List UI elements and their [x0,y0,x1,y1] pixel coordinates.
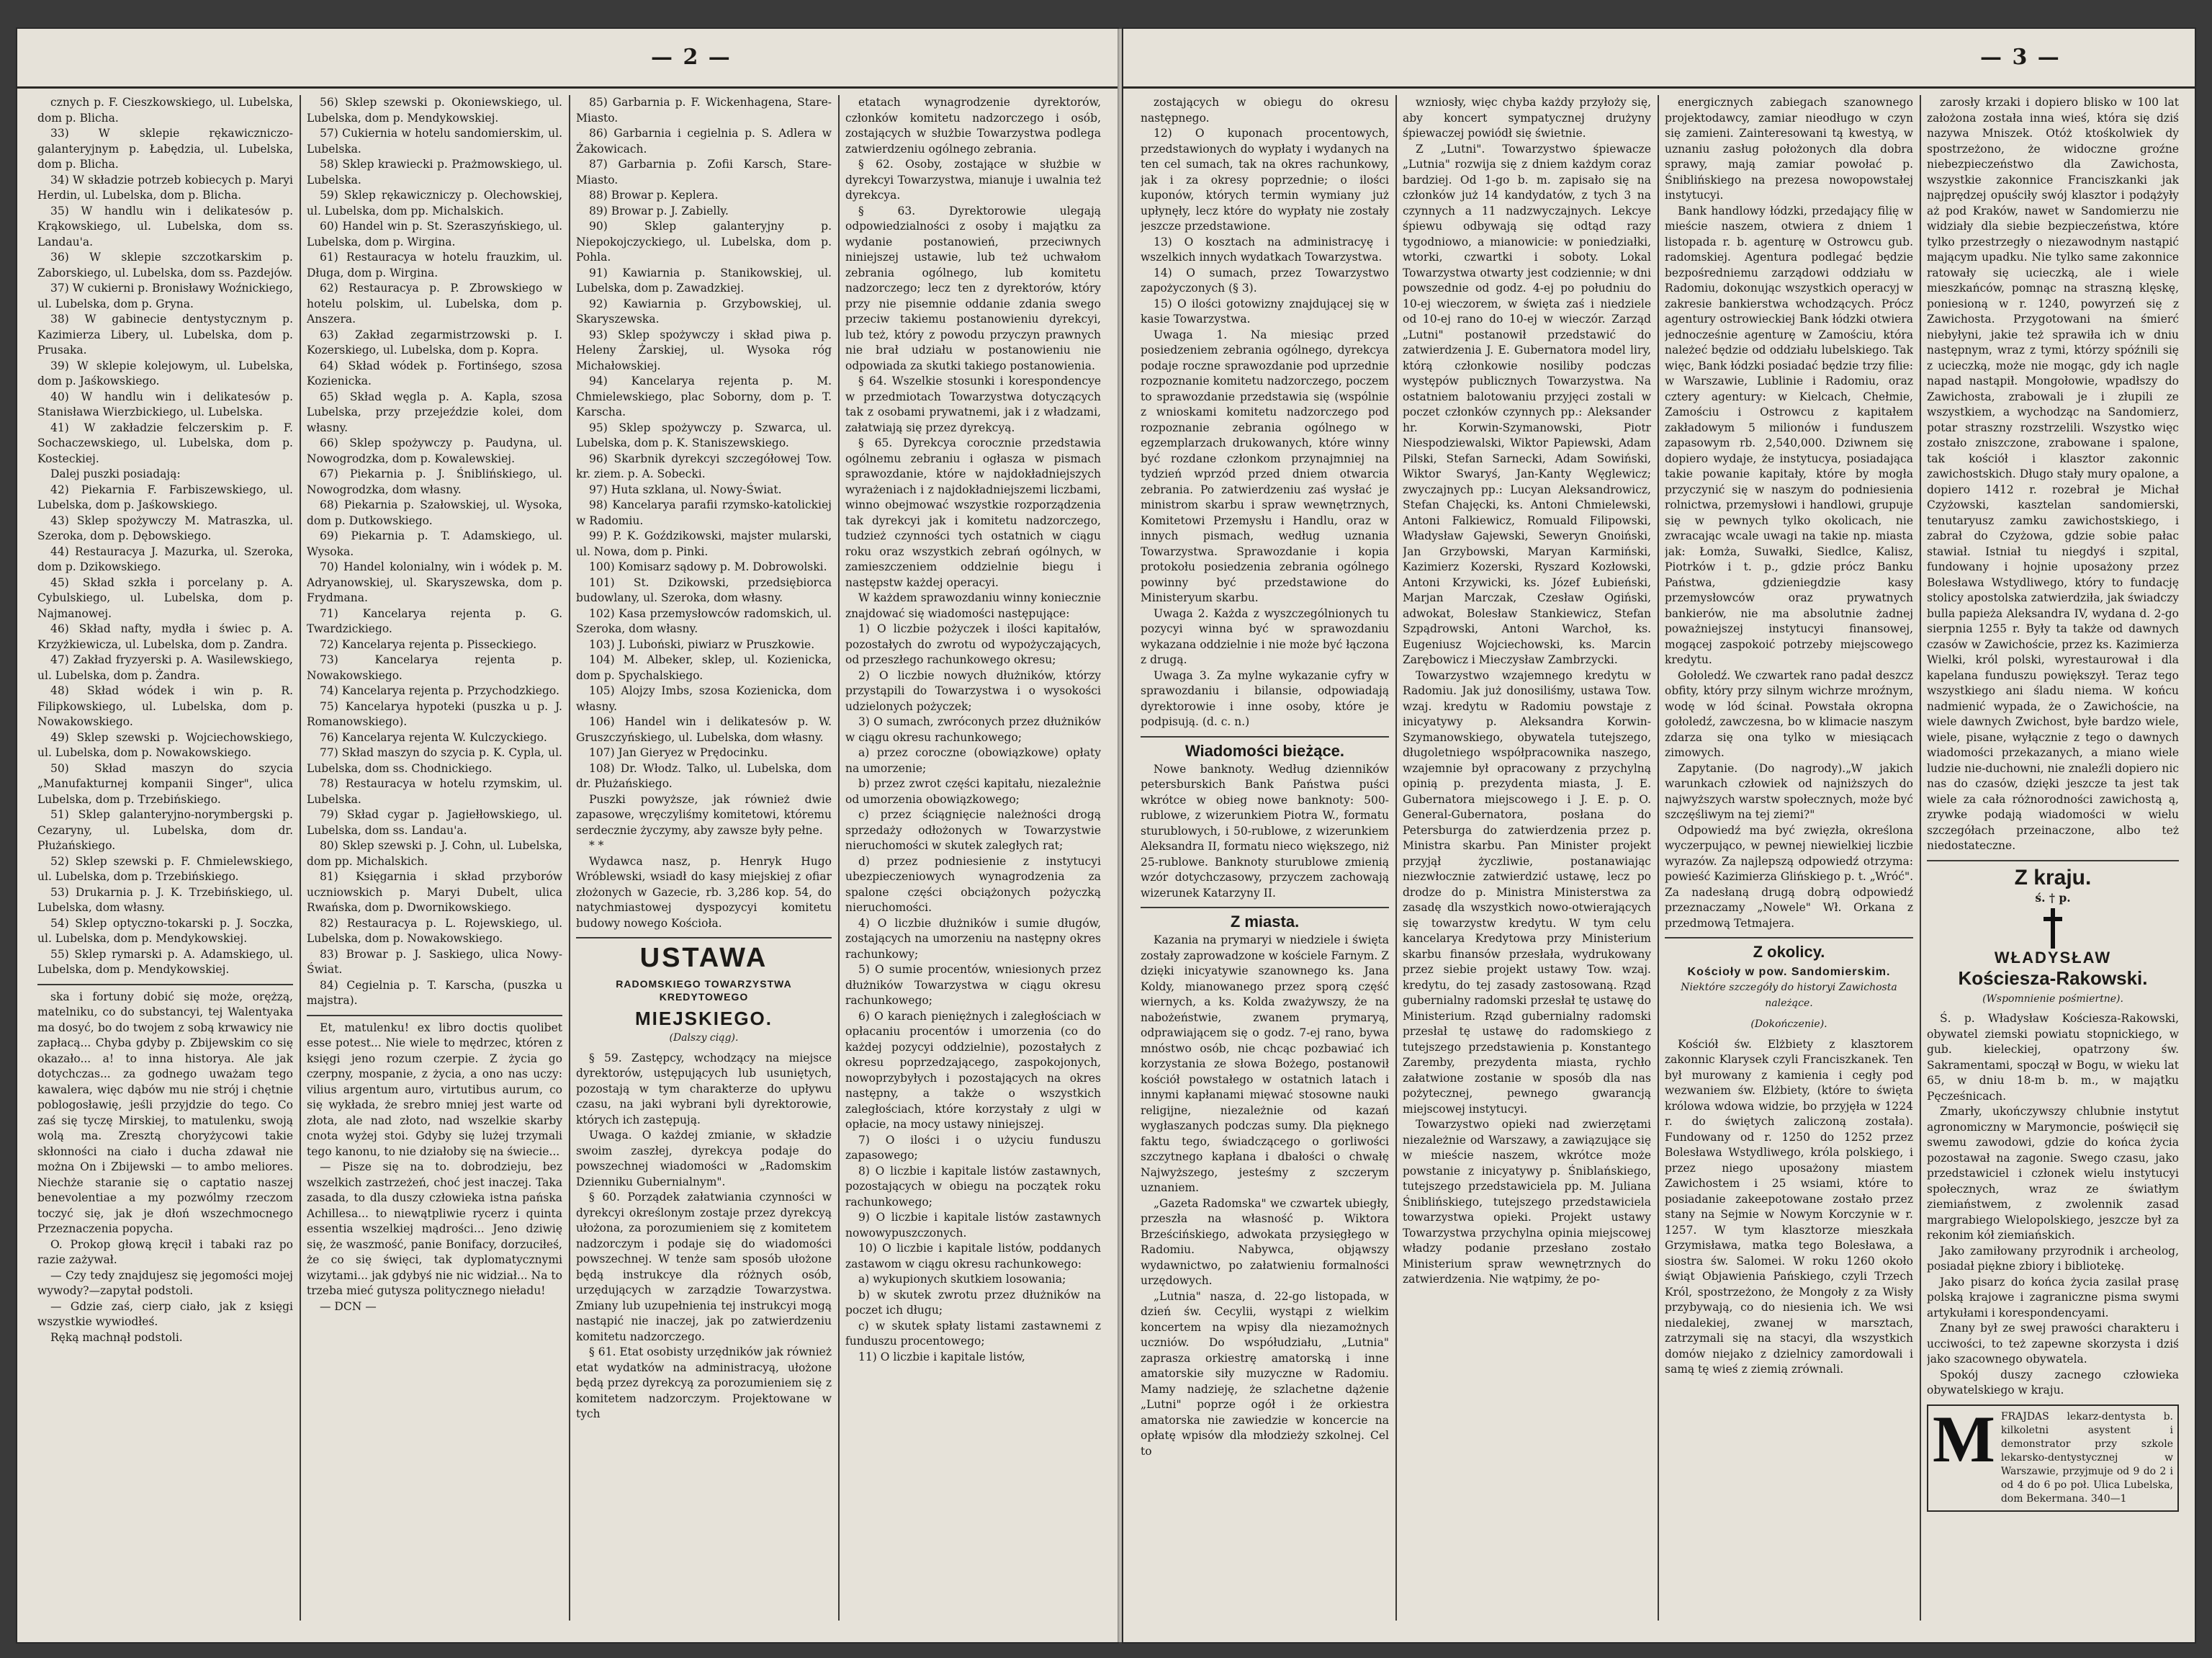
list-entry: 95) Sklep spożywczy p. Szwarca, ul. Lubelska, dom p. K. Staniszewskiego. [576,421,832,449]
list-entry: 98) Kancelarya parafii rzymsko-katolickiej w Radomiu. [576,498,832,527]
list-entry: 51) Sklep galanteryjno-norymbergski p. Cezaryny, ul. Lubelska, dom dr. Płużańskiego. [37,808,293,852]
header-rule [1123,86,2195,89]
list-entry: * * [589,839,604,852]
left-col-2 [307,95,562,1625]
region-body [1665,1037,1913,1378]
list-entry: 66) Sklep spożywczy p. Paudyna, ul. Nowogrodzka, dom p. Kowalewskiej. [307,436,562,465]
news-paragraph: Nowe banknoty. Według dzienników petersburskich Bank Państwa puści wkrótce w obieg nowe banknoty: 500-rublowe, z wizerunkiem Piotra W., formatu sturublowych, i 50-rublowe, z wizerunkiem Aleksandra II, formatu nieco większego, niż 25-rublowe. Banknoty sturublowe zmienią wzór dotychczasowy, przyczem zachowają wizerunek Katarzyny II. [1141,762,1389,900]
obituary-paragraph: Zmarły, ukończywszy chlubnie instytut agronomiczny w Marymoncie, poświęcił się swemu zawodowi, gdzie do końca życia pozostawał na zagonie. Swego czasu, jako przedstawiciel i członek wielu instytucyi społecznych, wraz ze światłym ziemiaństwem, z zwolennik zasad margrabiego Wielopolskiego, jeszcze był za rekonim kół ziemiańskich. [1927,1105,2179,1242]
list-entry: 107) Jan Gieryez w Prędocinku. [589,746,768,759]
story-paragraph: O. Prokop głową kręcił i tabaki raz po razie zażywał. [37,1237,293,1266]
statute-paragraph: 2) O liczbie nowych dłużników, którzy przystąpili do Towarzystwa i o wysokości udzielonych pożyczek; [845,668,1101,713]
list-entry: 77) Skład maszyn do szycia p. K. Cypla, ul. Lubelska, dom ss. Chodnickiego. [307,746,562,775]
dentist-advertisement [1927,1404,2179,1512]
left-col-1 [37,95,293,1625]
list-entry: Dalej puszki posiadają: [50,467,181,480]
obituary-body [1927,1011,2179,1399]
news-paragraph: Odpowiedź ma być zwięzła, określona wyczerpująco, w pewnej niewielkiej liczbie wyrazów. Za najlepszą odpowiedź otrzyma: powieść Kazimierza Glińskiego p. t. „Wróć". Za nadesłaną drugą dobrą odpowiedź przeznaczamy „Nowele" Wł. Orkana z przedmową Tetmajera. [1665,823,1913,930]
list-entry: 71) Kancelarya rejenta p. G. Twardzickiego. [307,606,562,635]
statute-paragraph: etatach wynagrodzenie dyrektorów, członków komitetu nadzorczego i osób, zostających w służbie Towarzystwa podlega zatwierdzeniu ogólnego zebrania. [845,96,1101,156]
story-paragraph: ska i fortuny dobić się może, orężzą, matelniku, co do substancyi, tej Walentyaka ma dosyć, bo do twojem z sobą krwawicy nie zapłacą... Chyba gdyby p. Zbijewskim co się okazało... a! to inna historya. Ale jak dotychczas... za godnego uważam tego kawalera, więc dąbów mu nie strój i chętnie poblogosławię, jeśli przyjdzie do tego. Co zaś się tyczę Mirskiej, to matulenku, swoją wolą ma. Zresztą choryżycowi takie skłonności na ciało i ducha zdawał nie można On i Zbijewski — to ambo meliores. Niechże staranie się o captatio naszej benevolentiae a my pozwólmy rzeczom toczyć się, jak je dłoń wszechmocnego Przeznaczenia popycha. [37,990,293,1235]
statute-paragraph: 6) O karach pieniężnych i zaległościach w opłacaniu procentów i umorzenia (co do każdej pozycyi oddzielnie), pozostałych z okresu poprzedzającego, zaspokojonych, nowoprzybyłych i pozostających na okres następny, a także o wszystkich zaległościach, które korzystały z ulgi w opłacie, na mocy ustawy niniejszej. [845,1009,1101,1131]
list-entry: Puszki powyższe, jak również dwie zapasowe, wręczyliśmy komitetowi, któremu serdecznie życzymy, aby zawsze były pełne. [576,792,832,837]
list-entry: 105) Alojzy Imbs, szosa Kozienicka, dom własny. [576,684,832,713]
statute-paragraph: 12) O kuponach procentowych, przedstawionych do wypłaty i wydanych na ten cel sumach, tak na okres rachunkowy, jak i za okresy poprzednie; o ilości kuponów, których termin wymiany już upłynęły, lecz które do wypłaty nie zostały jeszcze przedstawione. [1141,127,1389,233]
list-entry: 43) Sklep spożywczy M. Matraszka, ul. Szeroka, dom p. Dębowskiego. [37,514,293,542]
list-entry: 90) Sklep galanteryjny p. Niepokojczyckiego, ul. Lubelska, dom p. Pohla. [576,220,832,264]
list-entry: 108) Dr. Włodz. Talko, ul. Lubelska, dom dr. Płużańskiego. [576,761,832,790]
statute-paragraph: b) przez zwrot części kapitału, niezależnie od umorzenia obowiązkowego; [845,777,1101,806]
ustawa-subtitle-2: MIEJSKIEGO. [634,1008,773,1029]
list-entry: 89) Browar p. J. Zabielly. [589,204,729,218]
section-divider [1665,937,1913,938]
statute-paragraph: a) przez coroczne (obowiązkowe) opłaty na umorzenie; [845,746,1101,775]
statute-paragraph: W każdem sprawozdaniu winny koniecznie znajdować się wiadomości następujące: [845,591,1101,620]
right-col-4 [1927,95,2179,1625]
list-entry: 63) Zakład zegarmistrzowski p. I. Kozerskiego, ul. Lubelska, dom p. Kopra. [307,328,562,357]
list-entry: 40) W handlu win i delikatesów p. Stanisława Wierzbickiego, ul. Lubelska. [37,390,293,418]
section-divider [1141,736,1389,738]
statute-paragraph: Uwaga 1. Na miesiąc przed posiedzeniem zebrania ogólnego, dyrekcya podaje roczne sprawozdanie pod uprzednie rozpoznanie komitetu nadzorczego, poczem to sprawozdanie przedstawia się (wspólnie z wnioskami komitetu nadzorczego pod rozpoznanie zebrania ogólnego w egzemplarzach drukowanych, które winny być rozdane członkom przynajmniej na tydzień wprzód przed dniem otwarcia zebrania. Po zatwierdzeniu zaś wysłać je ministrom skarbu i spraw wewnętrznych, Komitetowi Przemysłu i Handlu, oraz w innych pismach, według uznania Towarzystwa. Sprawozdanie i kopia protokołu posiedzenia zebrania ogólnego powinny być przedstawione do Ministeryum skarbu. [1141,328,1389,604]
section-divider [576,937,832,938]
obituary-heading: Z kraju. [2014,865,2092,890]
column-divider [1658,95,1659,1621]
ustawa-end [1141,95,1389,730]
statute-paragraph: b) w skutek zwrotu przez dłużników na poczet ich długu; [845,1288,1101,1317]
statute-paragraph: d) przez podniesienie z instytucyi ubezpieczeniowych wynagrodzenia za spalone części obciążonych pożyczką nieruchomości. [845,854,1101,914]
list-entry: 91) Kawiarnia p. Stanikowskiej, ul. Lubelska, dom p. Zawadzkiej. [576,266,832,295]
statute-paragraph: 15) O ilości gotowizny znajdującej się w kasie Towarzystwa. [1141,297,1389,326]
list-entry: 78) Restauracya w hotelu rzymskim, ul. Lubelska. [307,777,562,806]
header-rule [17,86,1118,89]
statute-paragraph: 4) O liczbie dłużników i sumie długów, zostających na umorzeniu na następny okres rachunkowy; [845,916,1101,961]
left-page-number: — 2 — [651,45,732,70]
statute-paragraph: Uwaga. O każdej zmianie, w składzie swoim zaszłej, dyrekcya podaje do powszechnej wiadomości w „Radomskim Dzienniku Gubernialnym". [576,1129,832,1188]
statute-paragraph: 10) O liczbie i kapitale listów, poddanych zastawom w ciągu okresu rachunkowego: [845,1242,1101,1271]
list-entry: Wydawca nasz, p. Henryk Hugo Wróblewski, wsiadł do kasy miejskiej z ofiar złożonych w Gazecie, rb. 3,286 kop. 54, do natychmiastowej dyspozycyi komitetu budowy nowego Kościoła. [576,854,832,930]
obituary-sp: ś. † p. [2035,890,2071,905]
section-divider [1927,860,2179,861]
statute-paragraph: Uwaga 2. Każda z wyszczególnionych tu pozycyi winna być w sprawozdaniu wykazana oddzielnie i nie może być łączona z drugą. [1141,606,1389,666]
news-paragraph: Zapytanie. (Do nagrody).„W jakich warunkach człowiek od najniższych do najwyższych warstw społecznych, może być szczęśliwym na tej ziemi?" [1665,761,1913,821]
list-entry: 88) Browar p. Keplera. [589,189,719,202]
statute-paragraph: § 63. Dyrektorowie ulegają odpowiedzialności z osoby i majątku za wydanie postanowień, przeciwnych niniejszej ustawie, lub też uchwałom zebrania ogólnego, lub komitetu nadzorczego; lecz ten z dyrektorów, który przy nie pisemnie oddanie zdania swego przeciw takiemu postanowieniu dyrekcyi, lub też, który z powodu przyczyn prawnych nie brał udziału w postanowieniu nie odpowiada za skutki takiego postanowienia. [845,204,1101,372]
city-body-continued [1403,95,1651,1288]
statute-paragraph: c) przez ściągnięcie należności drogą sprzedaży odłożonych w Towarzystwie nieruchomości w skutek zaległych rat; [845,808,1101,852]
collection-box-list-2 [307,95,562,1009]
list-entry: 79) Skład cygar p. Jagiełłowskiego, ul. Lubelska, dom ss. Landau'a. [307,808,562,837]
obituary-paragraph: Jako zamiłowany przyrodnik i archeolog, posiadał piękne zbiory i bibliotekę. [1927,1244,2179,1273]
list-entry: 47) Zakład fryzyerski p. A. Wasilewskiego, ul. Lubelska, dom p. Żandra. [37,653,293,682]
region-subheading: Kościoły w pow. Sandomierskim. [1687,966,1891,978]
statute-paragraph: c) w skutek spłaty listami zastawnemi z funduszu procentowego; [845,1319,1101,1348]
list-entry: 81) Księgarnia i skład przyborów uczniowskich p. Maryi Dubelt, ulica Rwańska, dom p. Dwornikowskiego. [307,870,562,914]
list-entry: 82) Restauracya p. L. Rojewskiego, ul. Lubelska, dom p. Nowakowskiego. [307,916,562,945]
news-paragraph: „Gazeta Radomska" we czwartek ubiegły, przeszła na własność p. Wiktora Brześcińskiego, adwokata przysięgłego w Radomiu. Nabywca, objąwszy wydawnictwo, po załatwieniu formalności urzędowych. [1141,1196,1389,1287]
list-entry: 96) Skarbnik dyrekcyi szczegółowej Tow. kr. ziem. p. A. Sobecki. [576,452,832,480]
city-body [1141,933,1389,1459]
city-body-continued-2 [1665,95,1913,931]
list-entry: 92) Kawiarnia p. Grzybowskiej, ul. Skaryszewska. [576,297,832,326]
left-col-3 [576,95,832,1625]
list-entry: 50) Skład maszyn do szycia „Manufakturnej kompanii Singer", ulica Lubelska, dom p. Trzebińskiego. [37,761,293,806]
list-entry: 104) M. Albeker, sklep, ul. Kozienicka, dom p. Spychalskiego. [576,653,832,682]
list-entry: 73) Kancelarya rejenta p. Nowakowskiego. [307,653,562,682]
list-entry: 39) W sklepie kolejowym, ul. Lubelska, dom p. Jaśkowskiego. [37,359,293,387]
list-entry: 45) Skład szkła i porcelany p. A. Cybulskiego, ul. Lubelska, dom p. Najmanowej. [37,575,293,620]
list-entry: 74) Kancelarya rejenta p. Przychodzkiego. [320,684,559,697]
right-page-number: — 3 — [1980,45,2061,70]
serial-story-1 [37,990,293,1346]
list-entry: 103) J. Luboński, piwiarz w Pruszkowie. [589,637,815,651]
list-entry: 68) Piekarnia p. Szałowskiej, ul. Wysoka, dom p. Dutkowskiego. [307,498,562,527]
right-col-1 [1141,95,1389,1625]
list-entry: 100) Komisarz sądowy p. M. Dobrowolski. [589,560,827,573]
list-entry: 97) Huta szklana, ul. Nowy-Świat. [589,483,782,496]
ad-text: FRAJDAS lekarz-dentysta b. kilkoletni asystent i demonstrator przy szkole lekarsko-dentystycznej w Warszawie, przyjmuje od 9 do 2 i od 4 do 6 po poł. Ulica Lubelska, dom Bekermana. 340—1 [2000,1410,2173,1505]
story-paragraph: Et, matulenku! ex libro doctis quolibet esse potest... Nie wiele to mędrzec, któren z księgi jeno rozum czerpie. Z życia go czerpny, mospanie, z życia, a ono nas uczy: vilius argentum auro, virtutibus aurum, co się wykłada, że srebro mniej jest warte od złota, ale nad złoto, nad wszelkie skarby cnota wyżej stoi. Gdyby się lużej trzymali tego kanonu, to nie działoby się na świecie... [307,1021,562,1158]
list-entry: 62) Restauracya p. P. Zbrowskiego w hotelu polskim, ul. Lubelska, dom p. Anszera. [307,282,562,326]
statute-paragraph: a) wykupionych skutkiem losowania; [858,1273,1066,1286]
list-entry: 48) Skład wódek i win p. R. Filipkowskiego, ul. Lubelska, dom p. Nowakowskiego. [37,684,293,728]
news-body [1141,762,1389,902]
story-paragraph: — Pisze się na to. dobrodzieju, bez wszelkich zastrzeżeń, choć jest inaczej. Taka zasada, to dla duszy człowieka istna pańska Achillesa... to niewątpliwie rycerz i quinta essentia wszelkiej mądrości... Jeno dziwię się, że waszmość, panie Bonifacy, dorzuciłeś, że co się święci, tak dyplomatycznymi wizytami... jak gdybyś nie nic widział... Na to trzeba mieć gutysza politycznego nieładu! [307,1160,562,1297]
ad-initial: M [1933,1402,1995,1476]
statute-paragraph: 14) O sumach, przez Towarzystwo zapożyczonych (§ 3). [1141,266,1389,295]
region-body-continued [1927,95,2179,854]
news-paragraph: „Lutnia" nasza, d. 22-go listopada, w dzień św. Cecylii, wystąpi z wielkim koncertem na wpisy dla niezamożnych uczniów. Do współudziału, „Lutnia" zaprasza orkiestrę amatorską i inne amatorskie siły muzyczne w Radomiu. Mamy nadzieję, że szlachetne dążenie „Lutni" poprze ogół i że orkiestra amatorska nie zawiedzie w koncercie na opłatę wpisów dla młodzieży szkolnej. Cel to [1141,1289,1389,1458]
list-entry: 76) Kancelarya rejenta W. Kulczyckiego. [320,730,547,744]
list-entry: 86) Garbarnia i cegielnia p. S. Adlera w Żakowicach. [576,127,832,156]
news-paragraph: Kazania na prymaryi w niedziele i święta zostały zaprowadzone w kościele Farnym. Z dzięki inicyatywie szanownego ks. Jana Koldy, mianowanego przez sporą część wiernych, a ks. Kolda zważywszy, że na nabożeństwie, zwanem prymaryą, odprawiającem się o godz. 7-ej rano, bywa mnóstwo osób, nie chcąc pozbawiać ich korzystania ze słowa Bożego, postanowił kościół powstałego w ostatnich latach i innymi kapłanami mięwać stosowne nauki religijne, niezależnie od kazań wygłaszanych podczas sumy. Dla pięknego faktu tego, świadczącego o gorliwości szczytnego kapłana i dbałości o chwałę Najwyższego, jesteśmy z szczerym uznaniem. [1141,933,1389,1194]
list-entry: 57) Cukiernia w hotelu sandomierskim, ul. Lubelska. [307,127,562,156]
list-entry: 44) Restauracya J. Mazurka, ul. Szeroka, dom p. Dzikowskiego. [37,545,293,573]
left-page [17,29,1118,1642]
list-entry: 61) Restauracya w hotelu frauzkim, ul. Długa, dom p. Wirgina. [307,251,562,279]
list-entry: 56) Sklep szewski p. Okoniewskiego, ul. Lubelska, dom p. Mendykowskiej. [307,96,562,125]
list-entry: 69) Piekarnia p. T. Adamskiego, ul. Wysoka. [307,529,562,558]
region-heading: Z okolicy. [1753,943,1825,961]
list-entry: 101) St. Dzikowski, przedsiębiorca budowlany, ul. Szeroka, dom własny. [576,575,832,604]
story-paragraph: Ręką machnął podstoli. [50,1330,183,1344]
collection-box-list-1 [37,95,293,978]
story-paragraph: — DCN — [320,1299,377,1313]
list-entry: 37) W cukierni p. Bronisławy Woźnickiego, ul. Lubelska, dom p. Gryna. [37,282,293,310]
list-entry: 55) Sklep rymarski p. A. Adamskiego, ul. Lubelska, dom p. Mendykowskiej. [37,947,293,976]
section-divider [307,1015,562,1016]
statute-paragraph: § 61. Etat osobisty urzędników jak również etat wydatków na administracyą, ułożone będą przez dyrekcyą za porozumieniem się z komitetem nadzorczym. Projektowane w tych [576,1345,832,1420]
list-entry: 94) Kancelarya rejenta p. M. Chmielewskiego, plac Soborny, dom p. T. Karscha. [576,375,832,418]
news-paragraph: energicznych zabiegach szanownego projektodawcy, zamiar nieodługo w czyn się zamieni. Zainteresowani tą kwestyą, w uznaniu zasług położonych dla dobra sprawy, mają zamiar powołać p. Śniblińskiego na prezesa nowopowstałej instytucyi. [1665,96,1913,202]
statute-paragraph: 7) O ilości i o użyciu funduszu zapasowego; [845,1133,1101,1162]
right-page [1123,29,2195,1642]
obituary-subtitle: (Wspomnienie pośmiertne). [1982,992,2123,1005]
list-entry: 35) W handlu win i delikatesów p. Krąkowskiego, ul. Lubelska, dom ss. Landau'a. [37,204,293,248]
story-paragraph: — Gdzie zaś, cierp ciało, jak z księgi wszystkie wywiodłeś. [37,1299,293,1328]
obituary-name: Kościesza-Rakowski. [1958,967,2148,989]
obituary-paragraph: Ś. p. Władysław Kościesza-Rakowski, obywatel ziemski powiatu stopnickiego, w gub. kieleckiej, opatrzony św. Sakramentami, spoczął w Bogu, w wieku lat 65, w dniu 18-m b. m., w majątku Pęcześnicach. [1927,1012,2179,1103]
column-divider [569,95,570,1621]
list-entry: cznych p. F. Cieszkowskiego, ul. Lubelska, dom p. Blicha. [37,96,293,125]
list-entry: 33) W sklepie rękawiczniczo-galanteryjnym p. Łabędzia, ul. Lubelska, dom p. Blicha. [37,127,293,171]
ustawa-body-continued [845,95,1101,1365]
list-entry: 49) Sklep szewski p. Wojciechowskiego, ul. Lubelska, dom p. Nowakowskiego. [37,730,293,759]
column-divider [1395,95,1397,1621]
right-col-3 [1665,95,1913,1625]
list-entry: 80) Sklep szewski p. J. Cohn, ul. Lubelska, dom pp. Michalskich. [307,839,562,868]
news-paragraph: Bank handlowy łódzki, przedający filię w mieście naszem, otwiera z dniem 1 listopada r. b. agenturę w Ostrowcu gub. radomskiej. Agentura podlegać będzie bezpośredniemu zarządowi oddziału w Radomiu, dokonując wszystkich operacyj w zakresie bankierstwa wchodzących. Prócz agentury ostrowieckiej Bank łódzki otwiera jednocześnie agenturę w Zamościu, która należeć będzie od oddziału lubelskiego. Tak więc, Bank łódzki posiadać będzie trzy filie: w Warszawie, Lublinie i Radomiu, oraz cztery agentury: w Kielcach, Chełmie, Zamościu i Ostrowcu z kapitałem zakładowym 5 milionów i funduszem zapasowym rb. 2,540,000. Dziwnem się dopiero wydaje, że instytucya, posiadająca takie powanie kapitały, które by mogła przyczynić się w naszym do podniesienia rolnictwa, przemysłowi i handlowi, grupuje się w pewnych tylko okolicach, nie zwracając wcale uwagi na takie np. miasta jak: Łomża, Suwałki, Siedlce, Kalisz, Piotrków i t. p., gdzie prócz Banku Państwa, gdzieniegdzie kasy przemysłowców oraz prywatnych bankierów, nie ma absolutnie żadnej poważniejszej instytucyi finansowej, mogącej zaspokoić potrzeby miejscowego kredytu. [1665,204,1913,666]
serial-story-2 [307,1021,562,1315]
list-entry: 99) P. K. Goździkowski, majster mularski, ul. Nowa, dom p. Pinki. [576,529,832,558]
statute-paragraph: 13) O kosztach na administracyę i wszelkich innych wydatkach Towarzystwa. [1141,235,1389,264]
ustawa-continued: (Dalszy ciąg). [669,1032,739,1044]
list-entry: 58) Sklep krawiecki p. Prażmowskiego, ul. Lubelska. [307,158,562,187]
list-entry: 87) Garbarnia p. Zofii Karsch, Stare-Miasto. [576,158,832,187]
statute-paragraph: § 59. Zastępcy, wchodzący na miejsce dyrektorów, ustępujących lub usuniętych, pozostają w tym charakterze do upływu czasu, na jaki wybrani byli dyrektorowie, których ich zastępują. [576,1051,832,1126]
list-entry: 67) Piekarnia p. J. Śniblińskiego, ul. Nowogrodzka, dom własny. [307,467,562,496]
collection-box-list-3 [576,95,832,931]
news-paragraph: wzniosły, więc chyba każdy przyłoży się, aby koncert sympatycznej drużyny śpiewaczej powiódł się świetnie. [1403,96,1651,140]
ustawa-title: USTAWA [639,943,768,973]
statute-paragraph: 1) O liczbie pożyczek i ilości kapitałów, pozostałych do zwrotu od wypożyczających, od przeszłego rachunkowego okresu; [845,622,1101,666]
list-entry: 75) Kancelarya hypoteki (puszka u p. J. Romanowskiego). [307,699,562,728]
column-divider [838,95,840,1621]
statute-paragraph: 5) O sumie procentów, wniesionych przez dłużników Towarzystwa w ciągu okresu rachunkowego; [845,963,1101,1007]
statute-paragraph: § 64. Wszelkie stosunki i korespondencye w przedmiotach Towarzystwa dotyczących tak z osobami prywatnemi, jak i z władzami, załatwiają się przez dyrekcyą. [845,375,1101,434]
list-entry: 41) W zakładzie felczerskim p. F. Sochaczewskiego, ul. Lubelska, dom p. Kosteckiej. [37,421,293,465]
statute-paragraph: 9) O liczbie i kapitale listów zastawnych nowowypuszczonych. [845,1211,1101,1240]
list-entry: 42) Piekarnia F. Farbiszewskiego, ul. Lubelska, dom p. Jaśkowskiego. [37,483,293,511]
news-paragraph: Gołoledź. We czwartek rano padał deszcz obfity, który przy silnym wichrze mroźnym, wodę w lód ścinał. Powstała okropna gołoledź, zawczesna, bo w klimacie naszym zdarza się ona tylko w miesiącach zimowych. [1665,668,1913,759]
statute-paragraph: § 65. Dyrekcya corocznie przedstawia ogólnemu zebraniu i ogłasza w pismach sprawozdanie, które w najdokładniejszych wyrażeniach i z najdokładniejszemi liczbami, winno obejmować wszystkie rozporządzenia tak dyrekcyi jak i komitetu nadzorczego, tudzież czynności tych ostatnich w ciągu roku oraz wszystkich zebrań ogólnych, w zamieszczeniem oddzielnie biegu i następstw każdej operacyi. [845,436,1101,589]
list-entry: 38) W gabinecie dentystycznym p. Kazimierza Libery, ul. Lubelska, dom p. Prusaka. [37,313,293,357]
obituary-paragraph: Jako pisarz do końca życia zasilał prasę polską krajowe i zagraniczne pisma swymi artykułami i korespondencyami. [1927,1275,2179,1319]
statute-paragraph: § 62. Osoby, zostające w służbie w dyrekcyi Towarzystwa, mianuje i uwalnia też dyrekcya. [845,158,1101,202]
list-entry: 64) Skład wódek p. Fortinśego, szosa Kozienicka. [307,359,562,387]
ustawa-subtitle: RADOMSKIEGO TOWARZYSTWA KREDYTOWEGO [616,978,792,1003]
column-divider [1920,95,1921,1621]
obituary-paragraph: Spokój duszy zacnego człowieka obywatelskiego w kraju. [1927,1368,2179,1397]
city-heading: Z miasta. [1230,913,1300,931]
list-entry: 36) W sklepie szczotkarskim p. Zaborskiego, ul. Lubelska, dom ss. Pazdejów. [37,251,293,279]
cross-icon [2044,908,2062,949]
article-paragraph: Kościół św. Elżbiety z klasztorem zakonnic Klarysek czyli Franciszkanek. Ten był murowany z kamienia i cegły pod wezwaniem św. Elżbiety, (które to święta królowa wdowa widzie, bo przyjęła w 1224 r. do świętych zaliczoną została). Fundowany od r. 1250 do 1252 przez Bolesława Wstydliwego, króla polskiego, i przez niego uposażony miastem Zawichostem i 25 wsiami, które to posiadanie zakeepotowane zostało przez stany na Sejmie w Nowym Korczynie w r. 1257. W tym klasztorze mieszkała Grzymisława, matka tego Bolesława, a siostra św. Salomei. W roku 1260 około świąt Objawienia Pańskiego, czyli Trzech Król, spostrzeżono, że Mongoły z za Wisły przybywają, co do niesienia ich. We wsi niedalekiej, zwanej w marsztach, zatrzymali się na stacyi, dla wszystkich domów niejako z dzielnicy zamordowali i samą tę wieś z ziemią zrównali. [1665,1037,1913,1376]
region-continued: (Dokończenie). [1750,1018,1827,1030]
statute-paragraph: 3) O sumach, zwróconych przez dłużników w ciągu okresu rachunkowego; [845,715,1101,744]
list-entry: 65) Skład węgla p. A. Kapla, szosa Lubelska, przy przejeździe kolei, dom własny. [307,390,562,434]
list-entry: 46) Skład nafty, mydła i świec p. A. Krzyżkiewicza, ul. Lubelska, dom p. Zandra. [37,622,293,651]
news-paragraph: Z „Lutni". Towarzystwo śpiewacze „Lutnia" rozwija się z dniem każdym coraz bardziej. Od 1-go b. m. zapisało się na członków już 14 kandydatów, z tych 3 na czynnych a 11 nadzwyczajnych. Lekcye śpiewu odbywają się odtąd razy tygodniowo, a mianowicie: w poniedziałki, wtorki, czwartki i soboty. Lokal Towarzystwa otwarty jest codziennie; w dni powszednie od godz. 4-ej po południu do 10-ej wieczorem, w święta zaś i niedziele od 10-ej rano do 10-ej w wieczór. Zarząd „Lutni" postanowił przedstawić do zatwierdzenia J. E. Gubernatora model liry, którą członkowie nosiliby podczas występów publicznych Towarzystwa. Na ostatniem balotowaniu przyjęci zostali w poczet członków czynnych pp.: Aleksander hr. Korwin-Szymanowski, Piotr Niespodziewalski, Wiktor Papiewski, Adam Pilski, Stefan Sarnecki, Adam Sowiński, Wiktor Swaryś, Jan-Kanty Węglewicz; zwyczajnych pp.: Lucyan Aleksandrowicz, Stefan Chajęcki, ks. Antoni Chmielewski, Antoni Falkiewicz, Romuald Filipowski, Władysław Gajewski, Seweryn Gnoiński, Jan Grzybowski, Maryan Karmiński, Kazimierz Kozerski, Ryszard Kozłowski, Antoni Krzywicki, ks. Józef Łubieński, Marjan Marczak, Czesław Ogiński, adwokat, Bolesław Stankiewicz, Stefan Szpądrowski, Antoni Warchoł, ks. Eugeniusz Wojciechowski, ks. Marcin Zarębowicz i Mieczysław Zambrzycki. [1403,142,1651,666]
list-entry: 70) Handel kolonialny, win i wódek p. M. Adryanowskiej, ul. Skaryszewska, dom p. Frydmana. [307,560,562,604]
statute-paragraph: 11) O liczbie i kapitale listów, [858,1350,1025,1363]
region-note: Niektóre szczegóły do historyi Zawichosta należące. [1681,982,1897,1009]
news-paragraph: Towarzystwo wzajemnego kredytu w Radomiu. Jak już donosiliśmy, ustawa Tow. wzaj. kredytu w Radomiu powstaje z inicyatywy p. Aleksandra Korwin-Szymanowskiego, obywatela tutejszego, długoletniego współpracownika naszego, wzajemnie był opracowany z przychylną opinią p. prezydenta miasta, J. E. Gubernatora miejscowego i J. E. p. O. General-Gubernatora, posłana do Petersburga do zatwierdzenia przez p. Ministra skarbu. Pan Minister projekt przyjął życzliwie, postanawiając niezwłocznie zatwierdzić ustawę, lecz po drodze do p. Ministra Ministerstwa za zasadę dla wszystkich nowo-otwierających się towarzystw kredytu. W tym celu kancelarya Kredytowa przy Ministerium skarbu finansów przesłała, wydrukowany przez siebie projekt ustawy Tow. wzaj. kredytu, do tej zasady zastosowaną. Rząd gubernialny radomski przesłał tę ustawę do Ministerium. Rząd gubernialny radomski przesłał tę ustawę do radomskiego z tutejszego przedstawienia p. Konstantego Zaremby, prezydenta miasta, rychło załatwione zostanie w sposób dla nas pożytecznej, pewnego gwarancją miejscowej instytucyi. [1403,668,1651,1116]
list-entry: 83) Browar p. J. Saskiego, ulica Nowy-Świat. [307,947,562,976]
list-entry: 60) Handel win p. St. Szeraszyńskiego, ul. Lubelska, dom p. Wirgina. [307,220,562,248]
obituary-paragraph: Znany był ze swej prawości charakteru i ucciwości, to też zapewne skorzysta i dziś jako szacownego obywatela. [1927,1322,2179,1366]
list-entry: 59) Sklep rękawiczniczy p. Olechowskiej, ul. Lubelska, dom pp. Michalskich. [307,189,562,218]
list-entry: 106) Handel win i delikatesów p. W. Gruszczyńskiego, ul. Lubelska, dom własny. [576,715,832,744]
obituary-first-name: WŁADYSŁAW [1994,949,2112,967]
list-entry: 52) Sklep szewski p. F. Chmielewskiego, ul. Lubelska, dom p. Trzebińskiego. [37,854,293,883]
statute-paragraph: 8) O liczbie i kapitale listów zastawnych, pozostających w obiegu na początek roku rachunkowego; [845,1164,1101,1209]
statute-paragraph: Uwaga 3. Za mylne wykazanie cyfry w sprawozdaniu i bilansie, odpowiadają dyrektorowie i inne osoby, które je podpisują. (d. c. n.) [1141,668,1389,728]
list-entry: 93) Sklep spożywczy i skład piwa p. Heleny Żarskiej, ul. Wysoka róg Michałowskiej. [576,328,832,372]
list-entry: 85) Garbarnia p. F. Wickenhagena, Stare-Miasto. [576,96,832,125]
section-divider [37,984,293,985]
ustawa-body [576,1051,832,1422]
list-entry: 72) Kancelarya rejenta p. Pisseckiego. [320,637,537,651]
news-heading: Wiadomości bieżące. [1184,741,1345,760]
section-divider [1141,907,1389,908]
list-entry: 34) W składzie potrzeb kobiecych p. Maryi Herdin, ul. Lubelska, dom p. Blicha. [37,173,293,202]
list-entry: 84) Cegielnia p. T. Karscha, (puszka u majstra). [307,978,562,1007]
list-entry: 54) Sklep optyczno-tokarski p. J. Soczka, ul. Lubelska, dom p. Mendykowskiej. [37,916,293,945]
list-entry: 102) Kasa przemysłowców radomskich, ul. Szeroka, dom własny. [576,606,832,635]
left-col-4 [845,95,1101,1625]
story-paragraph: — Czy tedy znajdujesz się jegomości mojej wywody?—zapytał podstoli. [37,1268,293,1297]
article-paragraph: zarosły krzaki i dopiero blisko w 100 lat założona została inna wieś, która się dziś nazywa Mniszek. Otóż ktośkolwiek dy spostrzeżono, że widoczne groźne niebezpieczeństwo dla Zawichosta, wszystkie zakonnice Franciszkanki jak najprędzej opuściły swój klasztor i podążyły aż pod Kraków, nawet w Sandomierzu nie widziały dla siebie bezpieczeństwa, które tylko przestrzegły o niezawodnym nastąpić mającym upadku. Nie tylko same zakonnice ratowały się ucieczką, ale i wiele mieszkańców, pomnąc na straszną klęskę, poniesioną w r. 1240, powyrzeń się z Zawichosta. Przygotowani na śmierć niebyłyni, jakie też sprawiła ich w dniu następnym, wraz z tymi, którzy spóźnili się z ucieczką, może nie mogąc, gdy ich nagle napad nastąpił. Mongołowie, wpadłszy do Zawichosta, zrabowali je i złupili ze wszystkiem, a wychodząc na Sandomierz, potar straszny rozstrzelili. Wszystko więc zostało zniszczone, zrabowane i spalone, tak kościół i klasztor zakonnic zawichostskich. Długo stały mury opalone, a dopiero 1412 r. rozebrał je Michał Czyżowski, kasztelan sandomierski, tenutaryusz zamku zawichostskiego, i zabrał do Czyżowa, gdzie sobie pałac stawiał. Istniał tu niegdyś i szpital, fundowany i hojnie uposażony przez Bolesława Wstydliwego, który to fundację stolicy apostolska zatwierdziła, jak świadczy bulla papieża Aleksandra IV, wydana d. 2-go sierpnia 1255 r. Były ta także od dawnych czasów w Zawichoście, przez ks. Kazimierza Wielki, król polski, wyrestaurował i dla kapelana funduszu powiększył. Teraz tego wszystkiego ani śladu niema. W końcu nadmienić wypada, że o Zawichoście, na wiele dawnych Zwichost, byłe bardzo wiele, wiele, pisane, wyłącznie z tego o dawnych wiadomości przekazanych, a miano wiele ludzie nie-duchowni, nie znaleźli dopiero nic nas do czasów, dzięki jeszcze ta jest tak wiele za cała różnorodności zawichostą ą, zrywke podają wiadomości w wielu szczegółach przeinaczone, albo też niedostateczne. [1927,96,2179,852]
news-paragraph: Towarzystwo opieki nad zwierzętami niezależnie od Warszawy, a zawiązujące się w mieście naszem, wkrótce może powstanie z inicyatywy p. Śniblańskiego, tutejszego przedstawiciela pp. M. Juliana Śniblińskiego, tutejszego przedstawiciela towarzystwa opieki. Projekt ustawy Towarzystwa przychylna opinia miejscowej władzy podanie przesłano zostało Ministerium spraw wewnętrznych do zatwierdzenia. Nie wątpimy, że po- [1403,1118,1651,1286]
list-entry: 53) Drukarnia p. J. K. Trzebińskiego, ul. Lubelska, dom własny. [37,885,293,914]
page-gutter [1118,29,1123,1642]
column-divider [300,95,301,1621]
statute-paragraph: § 60. Porządek załatwiania czynności w dyrekcyi określonym zostaje przez dyrekcyą ułożona, za porozumieniem się z komitetem nadzorczym i podaje się do wiadomości powszechnej. W tenże sam sposób ułożone będą instrukcye dla różnych osób, urzędujących w zarządzie Towarzystwa. Zmiany lub uzupełnienia tej instrukcyi mogą nastąpić nie inaczej, jak po zatwierdzeniu komitetu nadzorczego. [576,1191,832,1343]
right-col-2 [1403,95,1651,1625]
statute-paragraph: zostających w obiegu do okresu następnego. [1141,96,1389,125]
